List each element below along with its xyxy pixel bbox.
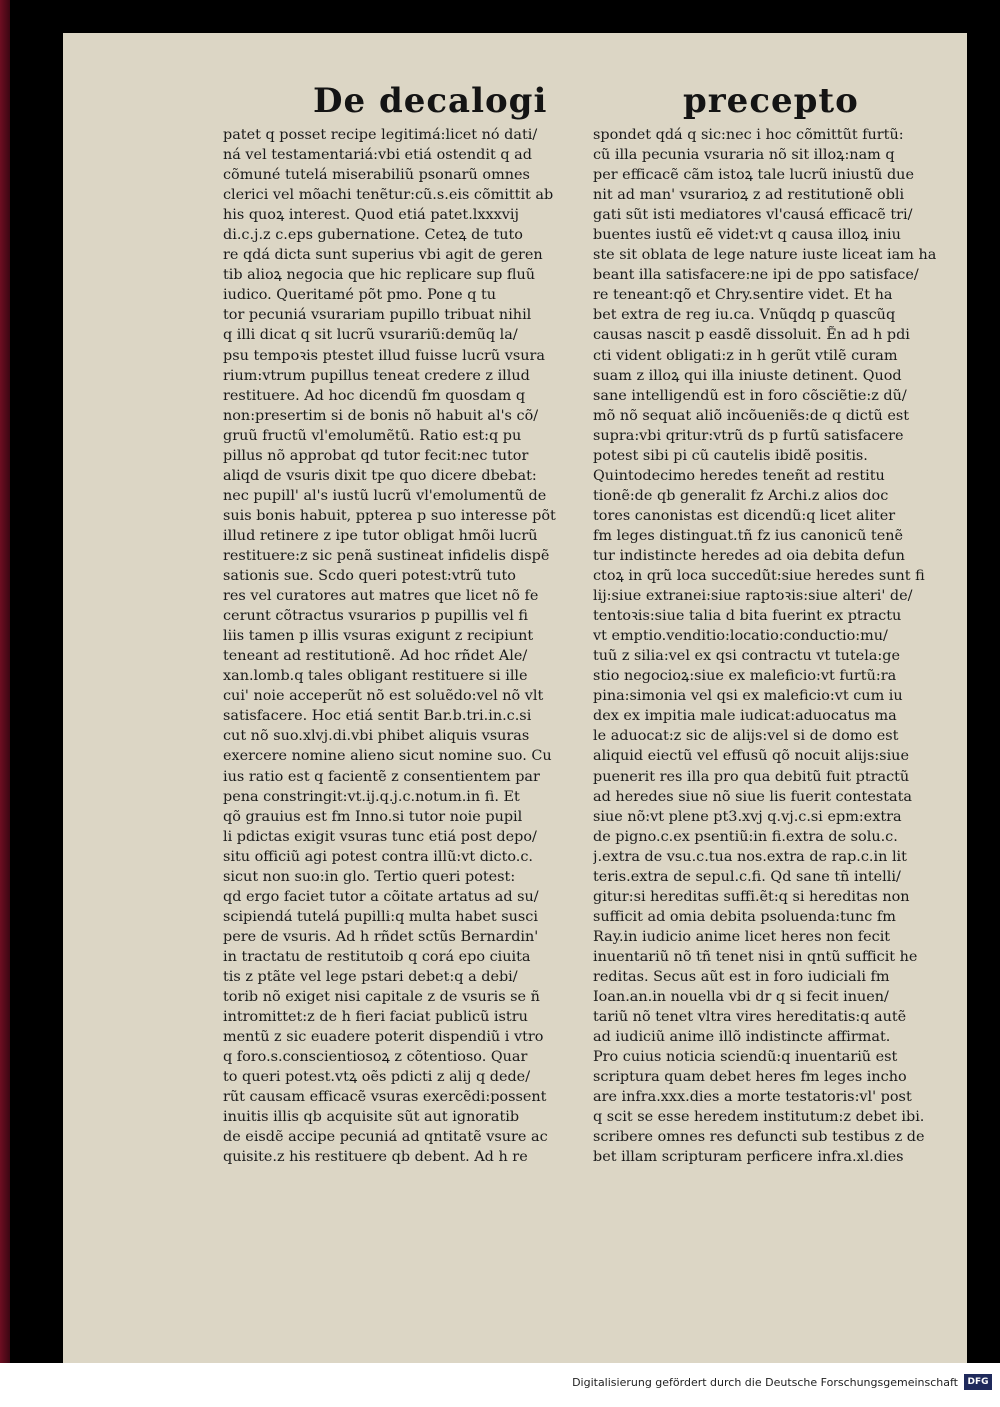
text-line: restituere. Ad hoc dicendũ fm quosdam q [223,387,526,404]
text-line: lij:siue extranei:siue raptoꝛis:siue alteri' de/ [593,588,913,605]
book-page [63,33,967,1363]
text-line: ná vel testamentariá:vbi etiá ostendit q ad [223,147,532,164]
text-line: j.extra de vsu.c.tua nos.extra de rap.c.in lit [593,848,907,865]
text-line: q illi dicat q sit lucrũ vsurariũ:demũq la/ [223,327,518,344]
text-column-left [223,125,571,1167]
text-line: are infra.xxx.dies a morte testatoris:vl' post [593,1089,912,1106]
text-line: suam z illoꝝ qui illa iniuste detinent. Quod [593,367,902,384]
text-line: bet extra de reg iu.ca. Vnũqdq p quascũq [593,307,896,324]
text-line: cut nõ suo.xlvj.di.vbi phibet aliquis vsuras [223,728,530,745]
text-line: de eisdẽ accipe pecuniá ad qntitatẽ vsure ac [223,1129,548,1146]
binding-edge [0,0,10,1407]
text-line: mõ nõ sequat aliõ incõueniẽs:de q dictũ est [593,407,910,424]
text-line: Ray.in iudicio anime licet heres non fecit [593,928,891,945]
text-line: qõ grauius est fm Inno.si tutor noie pupil [223,808,523,825]
text-line: puenerit res illa pro qua debitũ fuit ptractũ [593,768,910,785]
text-line: to queri potest.vtꝝ oẽs pdicti z alij q dede/ [223,1069,531,1086]
text-line: pillus nõ approbat qd tutor fecit:nec tutor [223,447,529,464]
text-line: causas nascit p easdẽ dissoluit. Ẽn ad h pdi [593,327,910,344]
text-line: rium:vtrum pupillus teneat credere z illud [223,367,530,384]
text-line: quisite.z his restituere qb debent. Ad h re [223,1149,528,1166]
dfg-logo: DFG [964,1374,992,1390]
text-line: cti vident obligati:z in h gerũt vtilẽ curam [593,347,898,364]
text-line: per efficacẽ cãm istoꝝ tale lucrũ iniustũ due [593,167,914,184]
text-line: sicut non suo:in glo. Tertio queri potest: [223,868,516,885]
text-line: patet q posset recipe legitimá:licet nó dati/ [223,127,538,143]
text-line: aliqd de vsuris dixit tpe quo dicere dbebat: [223,467,537,484]
text-line: in tractatu de restitutoib q corá epo ciuita [223,948,531,965]
text-line: sationis sue. Scdo queri potest:vtrũ tuto [223,568,516,585]
text-line: intromittet:z de h fieri faciat publicũ istru [223,1009,528,1026]
text-line: xan.lomb.q tales obligant restituere si ille [223,668,528,685]
text-line: torib nõ exiget nisi capitale z de vsuris se ñ [223,989,540,1006]
text-line: nec pupill' al's iustũ lucrũ vl'emolumentũ de [223,487,547,504]
text-line: q foro.s.conscientiosoꝝ z cõtentioso. Quar [223,1049,528,1066]
running-head-right: precepto [683,81,859,121]
text-line: q scit se esse heredem institutum:z debet ibi. [593,1109,925,1126]
text-line: teneant ad restitutionẽ. Ad hoc rñdet Ale/ [223,648,528,665]
text-line: satisfacere. Hoc etiá sentit Bar.b.tri.in.c.si [223,708,532,725]
text-line: dex ex impitia male iudicat:aduocatus ma [593,708,897,725]
text-line: li pdictas exigit vsuras tunc etiá post depo/ [223,828,537,845]
text-line: tis z ptãte vel lege pstari debet:q a debi/ [223,968,518,985]
text-line: restituere:z sic penã sustineat infidelis dispẽ [223,547,550,564]
text-line: Quintodecimo heredes teneñt ad restitu [593,467,885,484]
text-line: gati sũt isti mediatores vl'causá efficacẽ tri/ [593,207,913,224]
text-line: res vel curatores aut matres que licet nõ fe [223,588,539,605]
text-line: illud retinere z ipe tutor obligat hmõi lucrũ [223,527,538,544]
text-line: rũt causam efficacẽ vsuras exercẽdi:possent [223,1089,547,1106]
funding-notice: Digitalisierung gefördert durch die Deutsche Forschungsgemeinschaft [572,1376,958,1389]
text-line: supra:vbi qritur:vtrũ ds p furtũ satisfacere [593,427,904,444]
running-head-left: De decalogi [313,81,548,121]
text-line: tor pecuniá vsurariam pupillo tribuat nihil [223,307,532,324]
text-line: exercere nomine alieno sicut nomine suo. Cu [223,748,552,765]
text-line: re qdá dicta sunt superius vbi agit de geren [223,247,543,264]
text-line: beant illa satisfacere:ne ipi de ppo satisface/ [593,267,919,284]
text-line: ad heredes siue nõ siue lis fuerit contestata [593,788,912,805]
text-line: scipiendá tutelá pupilli:q multa habet susci [223,908,538,925]
text-line: inuitis illis qb acquisite sũt aut ignoratib [223,1109,520,1126]
text-line: scriptura quam debet heres fm leges incho [593,1069,907,1086]
text-line: gruũ fructũ vl'emolumẽtũ. Ratio est:q pu [223,427,522,444]
text-line: psu tempoꝛis ptestet illud fuisse lucrũ vsura [223,347,546,364]
text-line: qd ergo faciet tutor a cõitate artatus ad su/ [223,888,539,905]
text-line: siue nõ:vt plene pt3.xvj q.vj.c.si epm:extra [593,808,902,825]
text-line: gitur:si hereditas suffi.ẽt:q si hereditas non [593,888,910,905]
text-line: ad iudiciũ anime illõ indistincte affirmat. [593,1029,891,1046]
text-line: suis bonis habuit, ppterea p suo interesse põt [223,507,556,524]
text-line: reditas. Secus aũt est in foro iudiciali fm [593,968,890,985]
text-line: Ioan.an.in nouella vbi dr q si fecit inuen/ [593,989,889,1006]
text-line: cerunt cõtractus vsurarios p pupillis vel fi [223,608,529,625]
text-line: ius ratio est q facientẽ z consentientem par [223,768,540,785]
text-line: tionẽ:de qb generalit fz Archi.z alios doc [593,487,889,504]
text-line: tuũ z silia:vel ex qsi contractu vt tutela:ge [593,648,900,665]
text-line: fm leges distinguat.tñ fz ius canonicũ tenẽ [593,527,903,544]
text-line: tores canonistas est dicendũ:q licet aliter [593,507,896,524]
text-line: nit ad man' vsurarioꝝ z ad restitutionẽ obli [593,187,905,204]
text-line: cũ illa pecunia vsuraria nõ sit illoꝝ:nam q [593,147,895,164]
text-line: pena constringit:vt.ij.q.j.c.notum.in fi. Et [223,788,520,805]
text-column-right [593,125,945,1167]
text-line: stio negocioꝝ:siue ex maleficio:vt furtũ:ra [593,668,897,685]
text-line: cui' noie acceperũt nõ est soluẽdo:vel nõ vlt [223,688,544,705]
text-line: inuentariũ nõ tñ tenet nisi in qntũ sufficit he [593,948,918,965]
text-line: sufficit ad omia debita psoluenda:tunc fm [593,908,896,925]
text-line: non:presertim si de bonis nõ habuit al's cõ/ [223,407,539,424]
text-line: mentũ z sic euadere poterit dispendiũ i vtro [223,1029,544,1046]
text-line: re teneant:qõ et Chry.sentire videt. Et ha [593,287,893,304]
text-line: spondet qdá q sic:nec i hoc cõmittũt furtũ: [593,127,904,143]
text-line: potest sibi pi cũ cautelis ibidẽ positis. [593,447,868,464]
text-line: vt emptio.venditio:locatio:conductio:mu/ [593,628,888,645]
text-line: ste sit oblata de lege nature iuste liceat iam ha [593,247,937,264]
text-line: tentoꝛis:siue talia d bita fuerint ex ptractu [593,608,902,625]
text-line: di.c.j.z c.eps gubernatione. Ceteꝝ de tuto [223,227,523,244]
text-line: tur indistincte heredes ad oia debita defun [593,547,905,564]
text-line: buentes iustũ eẽ videt:vt q causa illoꝝ iniu [593,227,901,244]
text-line: bet illam scripturam perficere infra.xl.dies [593,1149,904,1166]
text-line: liis tamen p illis vsuras exigunt z recipiunt [223,628,534,645]
text-line: tariũ nõ tenet vltra vires hereditatis:q autẽ [593,1009,907,1026]
text-line: de pigno.c.ex psentiũ:in fi.extra de solu.c. [593,828,898,845]
footer-bar [0,1363,1000,1407]
text-line: cõmuné tutelá miserabiliũ psonarũ omnes [223,167,530,184]
text-line: teris.extra de sepul.c.fi. Qd sane tñ intelli/ [593,868,901,885]
text-line: iudico. Queritamé põt pmo. Pone q tu [223,287,497,304]
text-line: his quoꝝ interest. Quod etiá patet.lxxxvij [223,207,519,224]
text-line: situ officiũ agi potest contra illũ:vt dicto.c. [223,848,533,865]
text-line: le aduocat:z sic de alijs:vel si de domo est [593,728,899,745]
text-line: pina:simonia vel qsi ex maleficio:vt cum iu [593,688,903,705]
text-line: clerici vel mõachi tenẽtur:cũ.s.eis cõmittit ab [223,187,554,204]
text-line: Pro cuius noticia sciendũ:q inuentariũ est [593,1049,898,1066]
text-line: scribere omnes res defuncti sub testibus z de [593,1129,925,1146]
text-line: pere de vsuris. Ad h rñdet sctũs Bernardin' [223,928,539,945]
text-line: sane intelligendũ est in foro cõsciẽtie:z dũ/ [593,387,907,404]
text-line: aliquid eiectũ vel effusũ qõ nocuit alijs:siue [593,748,909,765]
text-line: tib alioꝝ negocia que hic replicare sup fluũ [223,267,536,284]
text-line: ctoꝝ in qrũ loca succedũt:siue heredes sunt fi [593,568,925,585]
